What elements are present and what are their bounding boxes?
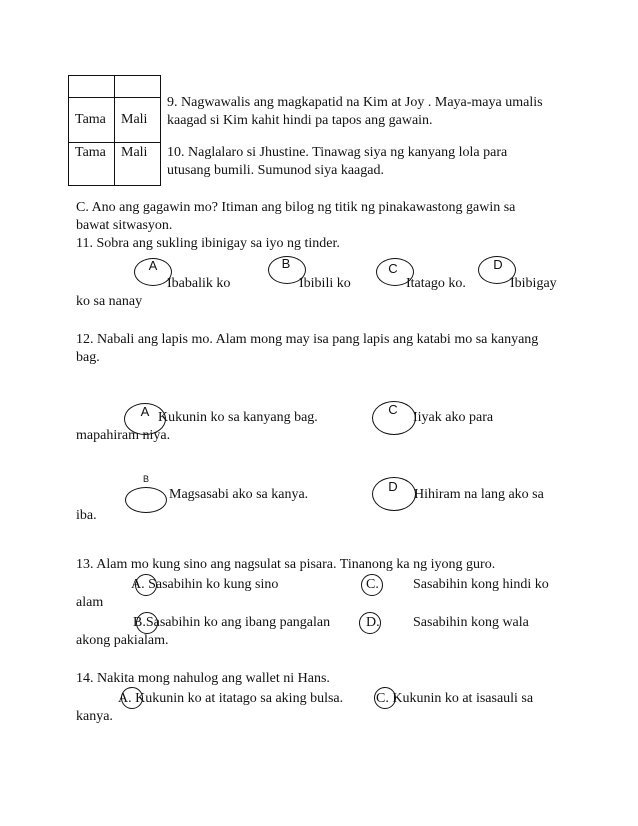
table-cell xyxy=(115,76,161,98)
choice-text: Sasabihin kong wala xyxy=(413,615,529,630)
choice-text: A. Kukunin ko at itatago sa aking bulsa. xyxy=(118,691,344,706)
choice-letter-d: D. xyxy=(366,615,380,630)
choice-text-cont: iba. xyxy=(76,508,97,523)
choice-letter-a: A xyxy=(148,258,158,273)
choice-letter-d: D xyxy=(493,257,503,272)
choice-text: B.Sasabihin ko ang ibang pangalan xyxy=(133,615,331,630)
choice-text: Sasabihin kong hindi ko xyxy=(413,577,549,592)
choice-text: Iiyak ako para xyxy=(413,410,494,425)
table-cell xyxy=(69,76,115,98)
choice-text: C. Kukunin ko at isasauli sa xyxy=(376,691,534,706)
choice-text: Hihiram na lang ako sa xyxy=(414,487,544,502)
table-cell-mali: Mali xyxy=(115,143,161,186)
section-c-instruction: C. Ano ang gagawin mo? Itiman ang bilog ng titik ng pinakawastong gawin sa xyxy=(76,200,516,215)
question-13: 13. Alam mo kung sino ang nagsulat sa pisara. Tinanong ka ng iyong guro. xyxy=(76,557,496,572)
question-10: 10. Naglalaro si Jhustine. Tinawag siya ng kanyang lola para xyxy=(167,145,508,160)
choice-text: Ibibigay xyxy=(510,276,557,291)
answer-table xyxy=(68,75,161,186)
choice-text: Kukunin ko sa kanyang bag. xyxy=(158,410,318,425)
section-c-instruction-cont: bawat sitwasyon. xyxy=(76,218,173,233)
question-11: 11. Sobra ang sukling ibinigay sa iyo ng tinder. xyxy=(76,236,340,251)
choice-letter-a: A xyxy=(140,404,150,419)
question-9-cont: kaagad si Kim kahit hindi pa tapos ang gawain. xyxy=(167,113,433,128)
choice-text-cont: alam xyxy=(76,595,104,610)
table-cell-mali: Mali xyxy=(115,98,161,143)
choice-letter-b: B xyxy=(142,474,149,484)
choice-text-cont: kanya. xyxy=(76,709,113,724)
choice-text: Magsasabi ako sa kanya. xyxy=(169,487,309,502)
question-12-cont: bag. xyxy=(76,350,100,365)
choice-text-cont: mapahiram niya. xyxy=(76,428,171,443)
choice-letter-c: C xyxy=(388,261,398,276)
choice-letter-d: D xyxy=(388,479,398,494)
question-12: 12. Nabali ang lapis mo. Alam mong may isa pang lapis ang katabi mo sa kanyang xyxy=(76,332,539,347)
choice-text: Itatago ko. xyxy=(406,276,466,291)
question-9: 9. Nagwawalis ang magkapatid na Kim at Joy . Maya-maya umalis xyxy=(167,95,543,110)
choice-text-cont: ko sa nanay xyxy=(76,294,143,309)
choice-text-cont: akong pakialam. xyxy=(76,633,169,648)
choice-letter-b: B xyxy=(281,256,291,271)
table-cell-tama: Tama xyxy=(69,143,115,186)
choice-letter-c: C xyxy=(388,402,398,417)
choice-letter-c: C. xyxy=(366,577,379,592)
table-cell-tama: Tama xyxy=(69,98,115,143)
answer-circle-b[interactable] xyxy=(125,487,167,513)
question-10-cont: utusang bumili. Sumunod siya kaagad. xyxy=(167,163,384,178)
question-14: 14. Nakita mong nahulog ang wallet ni Hans. xyxy=(76,671,330,686)
choice-text: Ibabalik ko xyxy=(167,276,231,291)
choice-text: A. Sasabihin ko kung sino xyxy=(131,577,279,592)
choice-text: Ibibili ko xyxy=(299,276,351,291)
